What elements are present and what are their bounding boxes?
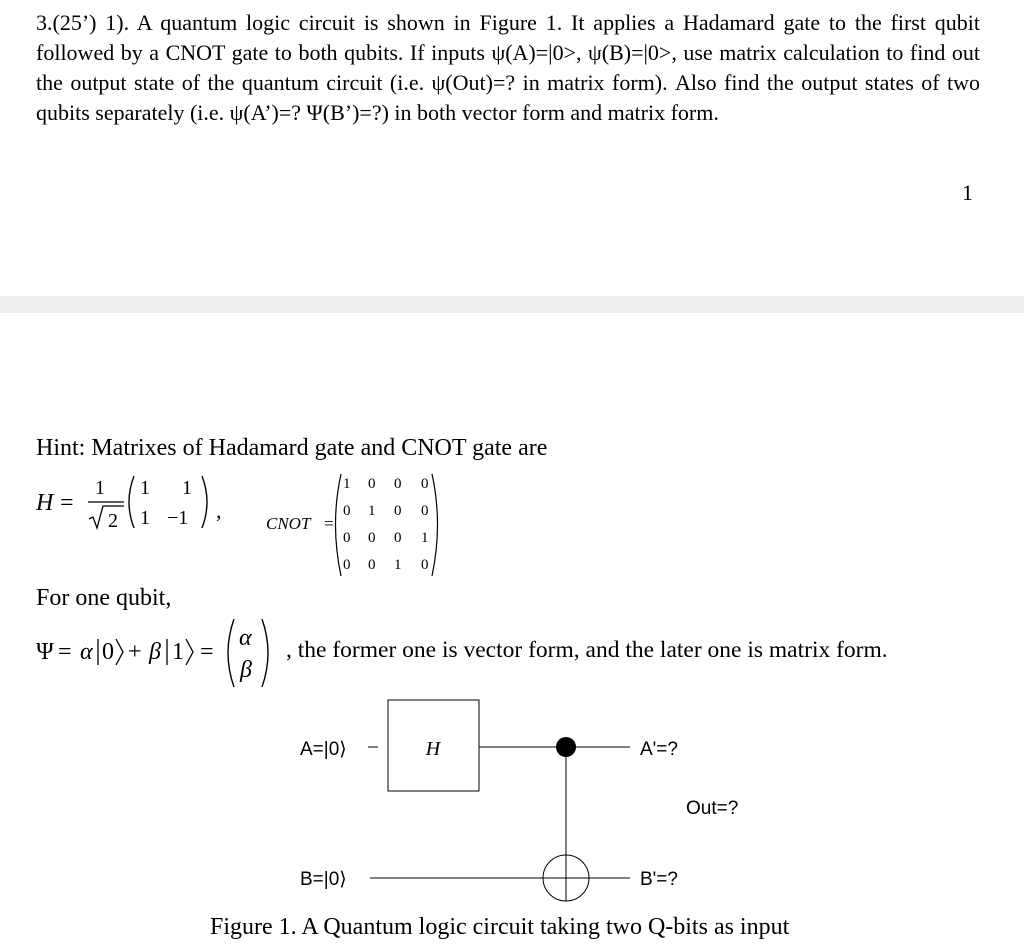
ket-angle bbox=[186, 639, 193, 665]
cnot-symbol: CNOT bbox=[266, 514, 311, 533]
comma: , bbox=[216, 498, 222, 523]
gate-matrices bbox=[36, 470, 456, 585]
output-b-label: B'=? bbox=[640, 869, 678, 890]
page-break-divider bbox=[0, 296, 1024, 313]
output-a-label: A'=? bbox=[640, 739, 678, 760]
hadamard-gate-label: H bbox=[425, 738, 441, 760]
psi-symbol: Ψ bbox=[36, 639, 54, 665]
cnot-formula bbox=[266, 474, 438, 576]
c-cell-20: 0 bbox=[343, 530, 351, 546]
right-paren bbox=[432, 474, 438, 576]
matrix-beta: β bbox=[240, 657, 252, 683]
ket-one: 1 bbox=[172, 639, 184, 665]
h-cell-01: 1 bbox=[182, 477, 192, 499]
c-cell-11: 1 bbox=[368, 503, 376, 519]
psi-description: , the former one is vector form, and the later one is matrix form. bbox=[286, 637, 888, 663]
input-b-label: B=|0⟩ bbox=[300, 869, 347, 890]
c-cell-10: 0 bbox=[343, 503, 351, 519]
c-cell-03: 0 bbox=[421, 476, 429, 492]
c-cell-00: 1 bbox=[343, 476, 351, 492]
c-cell-21: 0 bbox=[368, 530, 376, 546]
equals-sign: = bbox=[324, 514, 334, 533]
h-cell-00: 1 bbox=[140, 477, 150, 499]
plus-sign: + bbox=[128, 639, 142, 665]
psi-formula bbox=[36, 615, 286, 695]
right-paren bbox=[202, 476, 207, 528]
c-cell-02: 0 bbox=[394, 476, 402, 492]
h-cell-11: −1 bbox=[167, 507, 189, 529]
left-paren bbox=[336, 474, 342, 576]
hadamard-formula bbox=[35, 476, 222, 532]
c-cell-31: 0 bbox=[368, 557, 376, 573]
input-a-label: A=|0⟩ bbox=[300, 739, 347, 760]
c-cell-12: 0 bbox=[394, 503, 402, 519]
hint-title: Hint: Matrixes of Hadamard gate and CNOT gate are bbox=[36, 435, 548, 461]
psi-definition bbox=[36, 615, 1006, 695]
beta-symbol: β bbox=[149, 639, 161, 665]
matrix-alpha: α bbox=[239, 625, 252, 651]
ket-angle bbox=[116, 639, 123, 665]
c-cell-22: 0 bbox=[394, 530, 402, 546]
one-qubit-label: For one qubit, bbox=[36, 585, 172, 611]
equals-sign: = bbox=[58, 639, 72, 665]
sqrt-sign bbox=[89, 506, 124, 528]
c-cell-13: 0 bbox=[421, 503, 429, 519]
equals-sign: = bbox=[60, 490, 74, 516]
left-paren bbox=[228, 619, 234, 687]
output-all-label: Out=? bbox=[686, 798, 739, 819]
c-cell-01: 0 bbox=[368, 476, 376, 492]
c-cell-32: 1 bbox=[394, 557, 402, 573]
right-paren bbox=[262, 619, 268, 687]
page-number: 1 bbox=[962, 180, 973, 205]
question-text: 3.(25’) 1). A quantum logic circuit is shown in Figure 1. It applies a Hadamard gate to the first qubit followed by a CNOT gate to both qubits. If inputs ψ(A)=|0>, ψ(B)=|0>, use matrix calculation to find out the output state of the quantum circuit (i.e. ψ(Out)=? in matrix form). Also find the output states of two qubits separately (i.e. ψ(A’)=? Ψ(B’)=?) in both vector form and matrix form. bbox=[36, 10, 980, 125]
hadamard-prefactor-numerator: 1 bbox=[95, 477, 105, 499]
figure-caption: Figure 1. A Quantum logic circuit taking two Q-bits as input bbox=[210, 914, 790, 940]
h-cell-10: 1 bbox=[140, 507, 150, 529]
c-cell-23: 1 bbox=[421, 530, 429, 546]
hadamard-symbol: H bbox=[36, 490, 54, 516]
c-cell-33: 0 bbox=[421, 557, 429, 573]
left-paren bbox=[129, 476, 134, 528]
ket-zero: 0 bbox=[102, 639, 114, 665]
hadamard-prefactor-radicand: 2 bbox=[108, 510, 118, 532]
equals-sign: = bbox=[200, 639, 214, 665]
alpha-symbol: α bbox=[80, 639, 93, 665]
quantum-circuit-diagram bbox=[290, 692, 760, 904]
c-cell-30: 0 bbox=[343, 557, 351, 573]
